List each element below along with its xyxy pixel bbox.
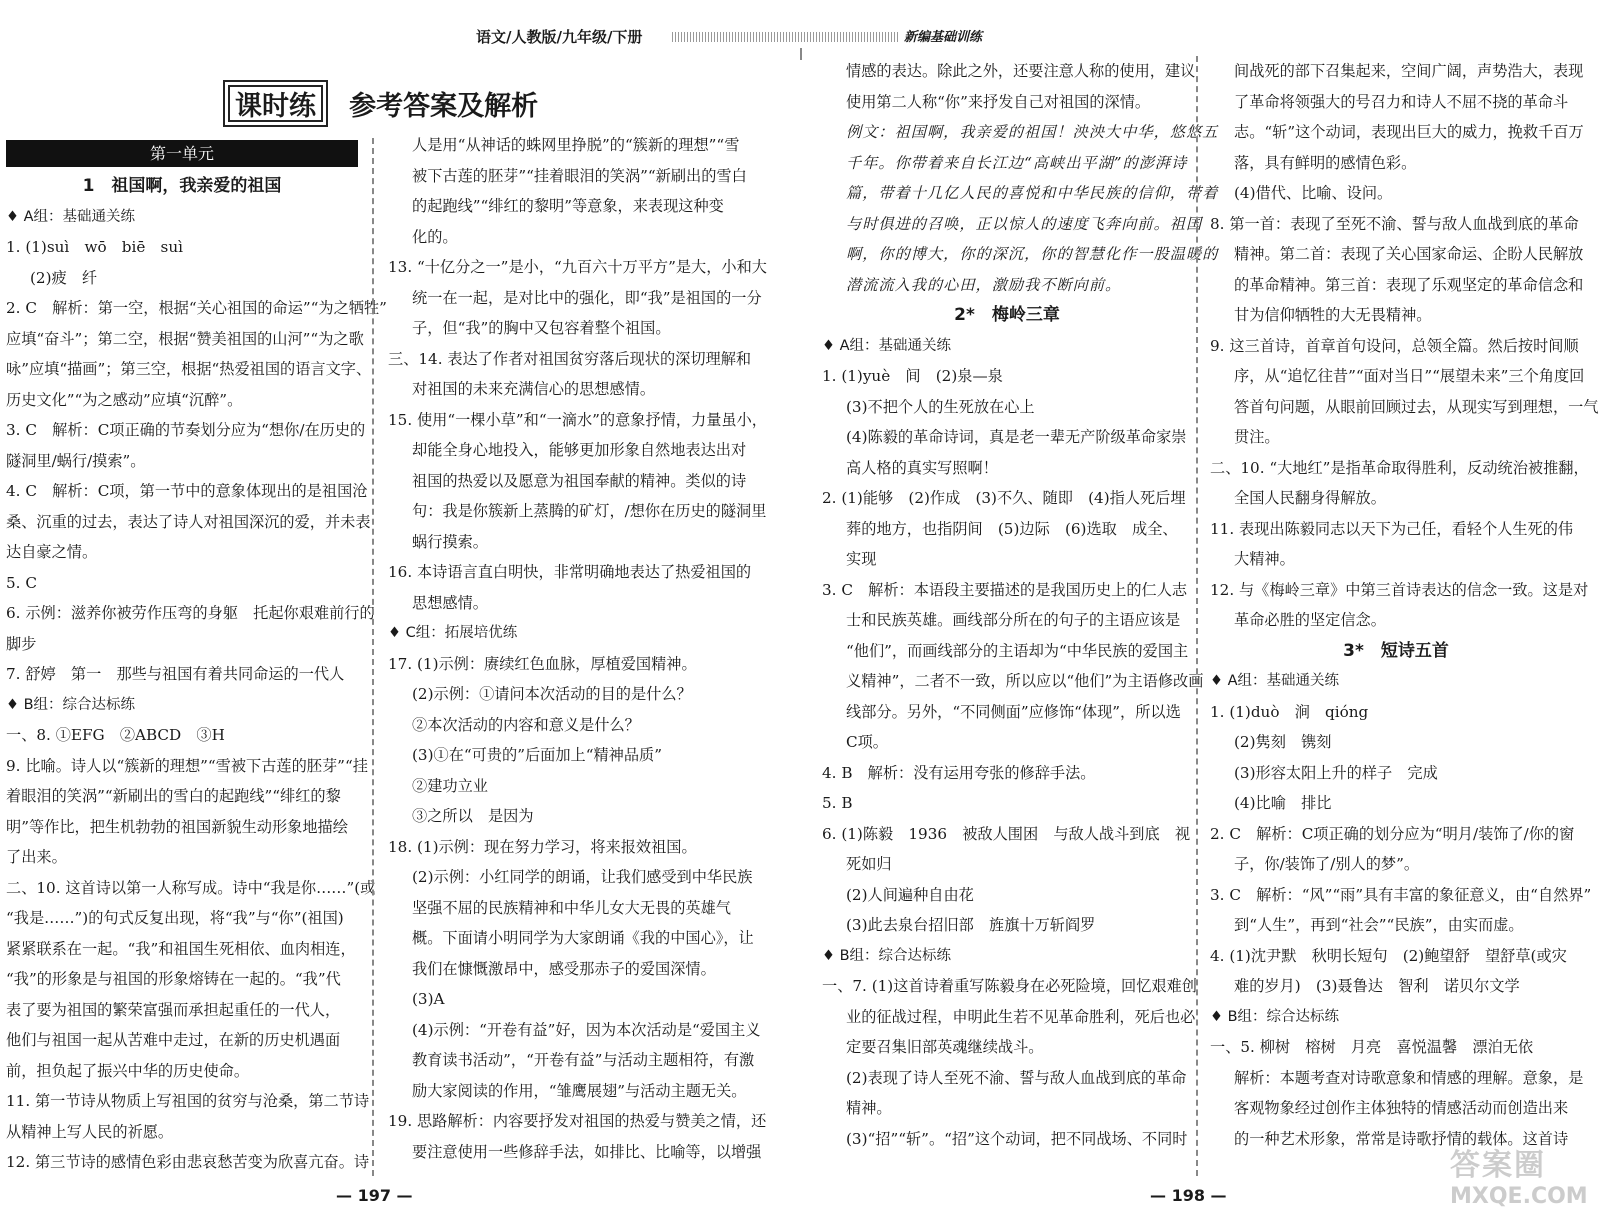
col4-line: 4. (1)沈尹默 秋明长短句 (2)鲍望舒 望舒草(或灾 xyxy=(1210,946,1567,965)
page-number-left: — 197 — xyxy=(336,1186,413,1205)
col3-line: (3)“招”“斩”。“招”这个动词，把不同战场、不同时 xyxy=(846,1129,1188,1148)
col1-line: 9. 比喻。诗人以“簇新的理想”“雪被下古莲的胚芽”“挂 xyxy=(6,756,368,775)
col2-line: 坚强不屈的民族精神和中华儿女大无畏的英雄气 xyxy=(412,898,731,917)
col3-line: 线部分。另外，“不同侧面”应修饰“体现”，所以选 xyxy=(846,702,1181,721)
col1-line: 咏”应填“描画”；第三空，根据“热爱祖国的语言文字、 xyxy=(6,360,372,378)
col3-line: 1. (1)yuè 间 (2)泉—泉 xyxy=(822,367,1003,385)
col4-line: 难的岁月) (3)聂鲁达 智利 诺贝尔文学 xyxy=(1234,977,1520,995)
col2-line: 19. 思路解析：内容要抒发对祖国的热爱与赞美之情，还 xyxy=(388,1112,767,1130)
col3-line: 篇，带着十几亿人民的喜悦和中华民族的信仰，带着 xyxy=(846,184,1219,202)
col2-line: 人是用“从神话的蛛网里挣脱”的“簇新的理想”“雪 xyxy=(412,136,740,154)
col3-line: 例文：祖国啊，我亲爱的祖国！泱泱大中华，悠悠五 xyxy=(846,123,1219,141)
page-number-right: — 198 — xyxy=(1150,1186,1227,1205)
col1-line: 11. 第一节诗从物质上写祖国的贫穷与沧桑，第二节诗 xyxy=(6,1092,370,1110)
col3-line: 一、7. (1)这首诗着重写陈毅身在必死险境，回忆艰难创 xyxy=(822,977,1197,995)
col1-line: 4. C 解析：C项，第一节中的意象体现出的是祖国沧 xyxy=(6,482,368,500)
col2-line: (3)①在“可贵的”后面加上“精神品质” xyxy=(412,746,663,764)
col4-line: 子，你/装饰了/别人的梦”。 xyxy=(1234,855,1420,873)
col1-line: 着眼泪的笑涡”“新刷出的雪白的起跑线”“绯红的黎 xyxy=(6,787,341,805)
col3-line: 高人格的真实写照啊！ xyxy=(846,458,998,477)
column-2 xyxy=(388,130,774,1167)
col3-line: C项。 xyxy=(846,733,888,751)
col1-line: 7. 舒婷 第一 那些与祖国有着共同命运的一代人 xyxy=(6,665,345,683)
col4-line: 了革命将领强大的号召力和诗人不屈不挠的革命斗 xyxy=(1234,92,1569,111)
col1-line: 桑、沉重的过去，表达了诗人对祖国深沉的爱，并未表 xyxy=(6,512,371,531)
col3-line: 2* 梅岭三章 xyxy=(954,305,1060,325)
col2-line: 蜗行摸索。 xyxy=(412,532,488,551)
col2-line: 祖国的热爱以及愿意为祖国奉献的精神。类似的诗 xyxy=(412,471,747,490)
col3-line: 潜流流入我的心田，激励我不断向前。 xyxy=(846,275,1122,294)
col3-line: 情感的表达。除此之外，还要注意人称的使用，建议 xyxy=(846,62,1196,80)
running-header xyxy=(476,26,1036,48)
col3-line: ♦ B组：综合达标练 xyxy=(822,947,952,964)
col4-line: 客观物象经过创作主体独特的情感活动而创造出来 xyxy=(1234,1099,1569,1117)
col2-line: 16. 本诗语言直白明快，非常明确地表达了热爱祖国的 xyxy=(388,563,752,581)
col1-line: 一、8. ①EFG ②ABCD ③H xyxy=(6,726,225,744)
col2-line: 子，但“我”的胸中又包容着整个祖国。 xyxy=(412,319,671,337)
col1-line: 紧紧联系在一起。“我”和祖国生死相依、血肉相连， xyxy=(6,939,356,958)
col4-line: 大精神。 xyxy=(1234,550,1295,568)
col2-line: (2)示例：①请问本次活动的目的是什么？ xyxy=(412,685,692,703)
col3-line: 4. B 解析：没有运用夸张的修辞手法。 xyxy=(822,763,1096,782)
col2-line: (3)A xyxy=(412,990,445,1008)
col4-line: (3)形容太阳上升的样子 完成 xyxy=(1234,763,1438,782)
col4-line: (4)借代、比喻、设问。 xyxy=(1234,184,1393,202)
col1-line: 隧洞里/蜗行/摸索”。 xyxy=(6,451,146,470)
col1-line: “我”的形象是与祖国的形象熔铸在一起的。“我”代 xyxy=(6,970,341,988)
title-box: 课时练 xyxy=(223,80,328,127)
col4-line: 9. 这三首诗，首章首句设问，总领全篇。然后按时间顺 xyxy=(1210,336,1579,355)
col4-line: 12. 与《梅岭三章》中第三首诗表达的信念一致。这是对 xyxy=(1210,580,1589,599)
col4-line: 的一种艺术形象，常常是诗歌抒情的载体。这首诗 xyxy=(1234,1129,1569,1148)
col2-line: 的起跑线”“绯红的黎明”等意象，来表现这种变 xyxy=(412,197,724,215)
header-barcode-strip xyxy=(672,32,900,42)
col1-line: 应填“奋斗”；第二空，根据“赞美祖国的山河”“为之歌 xyxy=(6,329,364,348)
col2-line: 句：我是你簇新上蒸腾的矿灯，/想你在历史的隧洞里 xyxy=(412,502,767,520)
col2-line: (2)示例：小红同学的朗诵，让我们感受到中华民族 xyxy=(412,868,753,886)
col2-line: 13. “十亿分之一”是小，“九百六十万平方”是大，小和大 xyxy=(388,258,767,276)
col1-line: 达自豪之情。 xyxy=(6,543,98,561)
col1-line: ♦ B组：综合达标练 xyxy=(6,696,136,713)
col4-line: ♦ B组：综合达标练 xyxy=(1210,1008,1340,1025)
col3-line: 啊，你的博大，你的深沉，你的智慧化作一股温暖的 xyxy=(846,245,1219,263)
col2-line: 17. (1)示例：赓续红色血脉，厚植爱国精神。 xyxy=(388,654,697,673)
col2-line: (4)示例：“开卷有益”好，因为本次活动是“爱国主义 xyxy=(412,1020,761,1039)
col3-line: 业的征战过程，申明此生若不见革命胜利，死后也必 xyxy=(846,1007,1196,1026)
col4-line: 3. C 解析：“风”“雨”具有丰富的象征意义，由“自然界” xyxy=(1210,885,1592,904)
col2-line: 被下古莲的胚芽”“挂着眼泪的笑涡”“新刷出的雪白 xyxy=(412,166,747,185)
watermark-logo xyxy=(1450,1140,1588,1209)
col4-line: 落，具有鲜明的感情色彩。 xyxy=(1234,153,1417,172)
col3-line: 义精神”，二者不一致，所以应以“他们”为主语修改画 xyxy=(846,672,1204,690)
col3-line: 葬的地方，也指阴间 (5)边际 (6)选取 成全、 xyxy=(846,519,1178,538)
col4-line: 志。“斩”这个动词，表现出巨大的威力，挽救千百万 xyxy=(1234,123,1584,141)
col3-line: ♦ A组：基础通关练 xyxy=(822,337,952,354)
col2-line: 三、14. 表达了作者对祖国贫穷落后现状的深切理解和 xyxy=(388,349,752,368)
col2-line: 化的。 xyxy=(412,227,458,246)
col4-line: 全国人民翻身得解放。 xyxy=(1234,489,1386,507)
col3-line: “他们”，而画线部分的主语却为“中华民族的爱国主 xyxy=(846,641,1189,660)
col4-line: 二、10. “大地红”是指革命取得胜利，反动统治被推翻， xyxy=(1210,458,1589,477)
watermark-bottom: MXQE.COM xyxy=(1450,1184,1588,1209)
col2-line: 15. 使用“一棵小草”和“一滴水”的意象抒情，力量虽小， xyxy=(388,410,767,429)
col1-line: 6. 示例：滋养你被劳作压弯的身躯 托起你艰难前行的 xyxy=(6,604,375,622)
col3-line: (3)不把个人的生死放在心上 xyxy=(846,397,1035,416)
col1-line: 历史文化”“为之感动”应填“沉醉”。 xyxy=(6,390,243,409)
col3-line: 6. (1)陈毅 1936 被敌人围困 与敌人战斗到底 视 xyxy=(822,824,1191,843)
column-divider xyxy=(1196,56,1198,1176)
col3-line: 2. (1)能够 (2)作成 (3)不久、随即 (4)指人死后埋 xyxy=(822,489,1186,507)
col3-line: (2)表现了诗人至死不渝、誓与敌人血战到底的革命 xyxy=(846,1068,1187,1087)
title-text: 参考答案及解析 xyxy=(349,91,539,122)
col4-line: ♦ A组：基础通关练 xyxy=(1210,673,1340,689)
col4-line: (2)隽刻 镌刻 xyxy=(1234,733,1332,751)
col3-line: (3)此去泉台招旧部 旌旗十万斩阎罗 xyxy=(846,916,1096,934)
col3-line: 与时俱进的召唤，正以惊人的速度飞奔向前。祖国 xyxy=(846,214,1203,233)
col2-line: ♦ C组：拓展培优练 xyxy=(388,625,518,641)
col4-line: 间战死的部下召集起来，空间广阔，声势浩大，表现 xyxy=(1234,62,1584,80)
col4-line: 的革命精神。第三首：表现了乐观坚定的革命信念和 xyxy=(1234,275,1584,294)
col3-line: (2)人间遍种自由花 xyxy=(846,885,974,904)
col1-line: 脚步 xyxy=(6,634,37,653)
col3-line: 使用第二人称“你”来抒发自己对祖国的深情。 xyxy=(846,92,1151,111)
col3-line: 定要召集旧部英魂继续战斗。 xyxy=(846,1038,1044,1056)
col1-line: 12. 第三节诗的感情色彩由悲哀愁苦变为欣喜亢奋。诗 xyxy=(6,1153,370,1171)
spine-mark xyxy=(800,48,802,60)
col4-line: 到“人生”，再到“社会”“民族”，由实而虚。 xyxy=(1234,916,1524,934)
col4-line: 3* 短诗五首 xyxy=(1343,640,1449,661)
col1-line: 1. (1)suì wō biē suì xyxy=(6,238,183,256)
col1-line: 二、10. 这首诗以第一人称写成。诗中“我是你……”(或 xyxy=(6,878,376,897)
col1-line: 1 祖国啊，我亲爱的祖国 xyxy=(82,176,282,196)
col3-line: 千年。你带着来自长江边“高峡出平湖”的澎湃诗 xyxy=(846,153,1188,172)
col3-line: 士和民族英雄。画线部分所在的句子的主语应该是 xyxy=(846,611,1181,629)
header-subject: 语文/人教版/九年级/下册 xyxy=(476,28,643,46)
col2-line: 教育读书活动”，“开卷有益”与活动主题相符，有激 xyxy=(412,1051,755,1069)
col1-line: ♦ A组：基础通关练 xyxy=(6,208,136,225)
col2-line: 励大家阅读的作用，“雏鹰展翅”与活动主题无关。 xyxy=(412,1081,747,1100)
col2-line: 统一在一起，是对比中的强化，即“我”是祖国的一分 xyxy=(412,288,762,307)
col1-line: “我是……”)的句式反复出现，将“我”与“你”(祖国) xyxy=(6,909,344,927)
col2-line: 要注意使用一些修辞手法，如排比、比喻等，以增强 xyxy=(412,1142,762,1161)
column-1-lines xyxy=(6,171,387,1178)
col2-line: 却能全身心地投入，能够更加形象自然地表达出对 xyxy=(412,441,747,459)
col1-line: 前，担负起了振兴中华的历史使命。 xyxy=(6,1061,249,1080)
col4-line: 答首句问题，从眼前回顾过去，从现实写到理想，一气 xyxy=(1234,397,1599,416)
col3-line: 3. C 解析：本语段主要描述的是我国历史上的仁人志 xyxy=(822,580,1188,599)
col3-line: 精神。 xyxy=(846,1099,892,1117)
col4-line: 一、5. 柳树 榕树 月亮 喜悦温馨 漂泊无依 xyxy=(1210,1038,1534,1056)
col4-line: 精神。第二首：表现了关心国家命运、企盼人民解放 xyxy=(1234,245,1584,263)
col2-line: 我们在慷慨激昂中，感受那赤子的爱国深情。 xyxy=(412,959,716,978)
col1-line: 表了要为祖国的繁荣富强而承担起重任的一代人， xyxy=(6,1000,341,1019)
col4-line: 革命必胜的坚定信念。 xyxy=(1234,611,1386,629)
column-3 xyxy=(822,56,1219,1154)
col4-line: 2. C 解析：C项正确的划分应为“明月/装饰了/你的窗 xyxy=(1210,824,1575,843)
column-4 xyxy=(1210,56,1599,1154)
col4-line: 11. 表现出陈毅同志以天下为己任，看轻个人生死的伟 xyxy=(1210,519,1574,538)
col4-line: 1. (1)duò 涧 qióng xyxy=(1210,702,1369,721)
col4-line: (4)比喻 排比 xyxy=(1234,794,1332,812)
col1-line: 5. C xyxy=(6,573,37,592)
col2-line: ②建功立业 xyxy=(412,776,488,795)
col2-line: 18. (1)示例：现在努力学习，将来报效祖国。 xyxy=(388,837,697,856)
col2-line: 对祖国的未来充满信心的思想感情。 xyxy=(412,380,655,398)
col2-line: ③之所以 是因为 xyxy=(412,807,534,825)
col3-line: (4)陈毅的革命诗词，真是老一辈无产阶级革命家崇 xyxy=(846,428,1187,446)
col4-line: 8. 第一首：表现了至死不渝、誓与敌人血战到底的革命 xyxy=(1210,214,1579,233)
col4-line: 贯注。 xyxy=(1234,428,1280,446)
col1-line: 了出来。 xyxy=(6,848,67,866)
header-series: 新编基础训练 xyxy=(904,30,983,45)
col1-line: 他们与祖国一起从苦难中走过，在新的历史机遇面 xyxy=(6,1031,341,1049)
col3-line: 实现 xyxy=(846,550,877,568)
watermark-top: 答案圈 xyxy=(1450,1148,1546,1183)
col4-line: 序，从“追忆往昔”“面对当日”“展望未来”三个角度回 xyxy=(1234,367,1585,385)
col2-line: 思想感情。 xyxy=(412,593,488,612)
page-title xyxy=(223,80,538,127)
col3-line: 5. B xyxy=(822,794,853,812)
col4-line: 解析：本题考查对诗歌意象和情感的理解。意象，是 xyxy=(1234,1068,1584,1087)
col1-line: (2)疲 纤 xyxy=(30,268,98,287)
col4-line: 甘为信仰牺牲的大无畏精神。 xyxy=(1234,306,1432,324)
col1-line: 从精神上写人民的祈愿。 xyxy=(6,1122,174,1141)
col2-line: 概。下面请小明同学为大家朗诵《我的中国心》，让 xyxy=(412,929,754,947)
col1-line: 2. C 解析：第一空，根据“关心祖国的命运”“为之牺牲” xyxy=(6,299,387,317)
col1-line: 3. C 解析：C项正确的节奏划分应为“想你/在历史的 xyxy=(6,421,366,439)
column-1 xyxy=(6,140,387,1178)
col1-line: 明”等作比，把生机勃勃的祖国新貌生动形象地描绘 xyxy=(6,817,348,836)
col2-line: ②本次活动的内容和意义是什么？ xyxy=(412,715,640,734)
column-divider xyxy=(372,138,374,1176)
col3-line: 死如归 xyxy=(846,855,892,873)
unit-banner: 第一单元 xyxy=(6,140,358,167)
